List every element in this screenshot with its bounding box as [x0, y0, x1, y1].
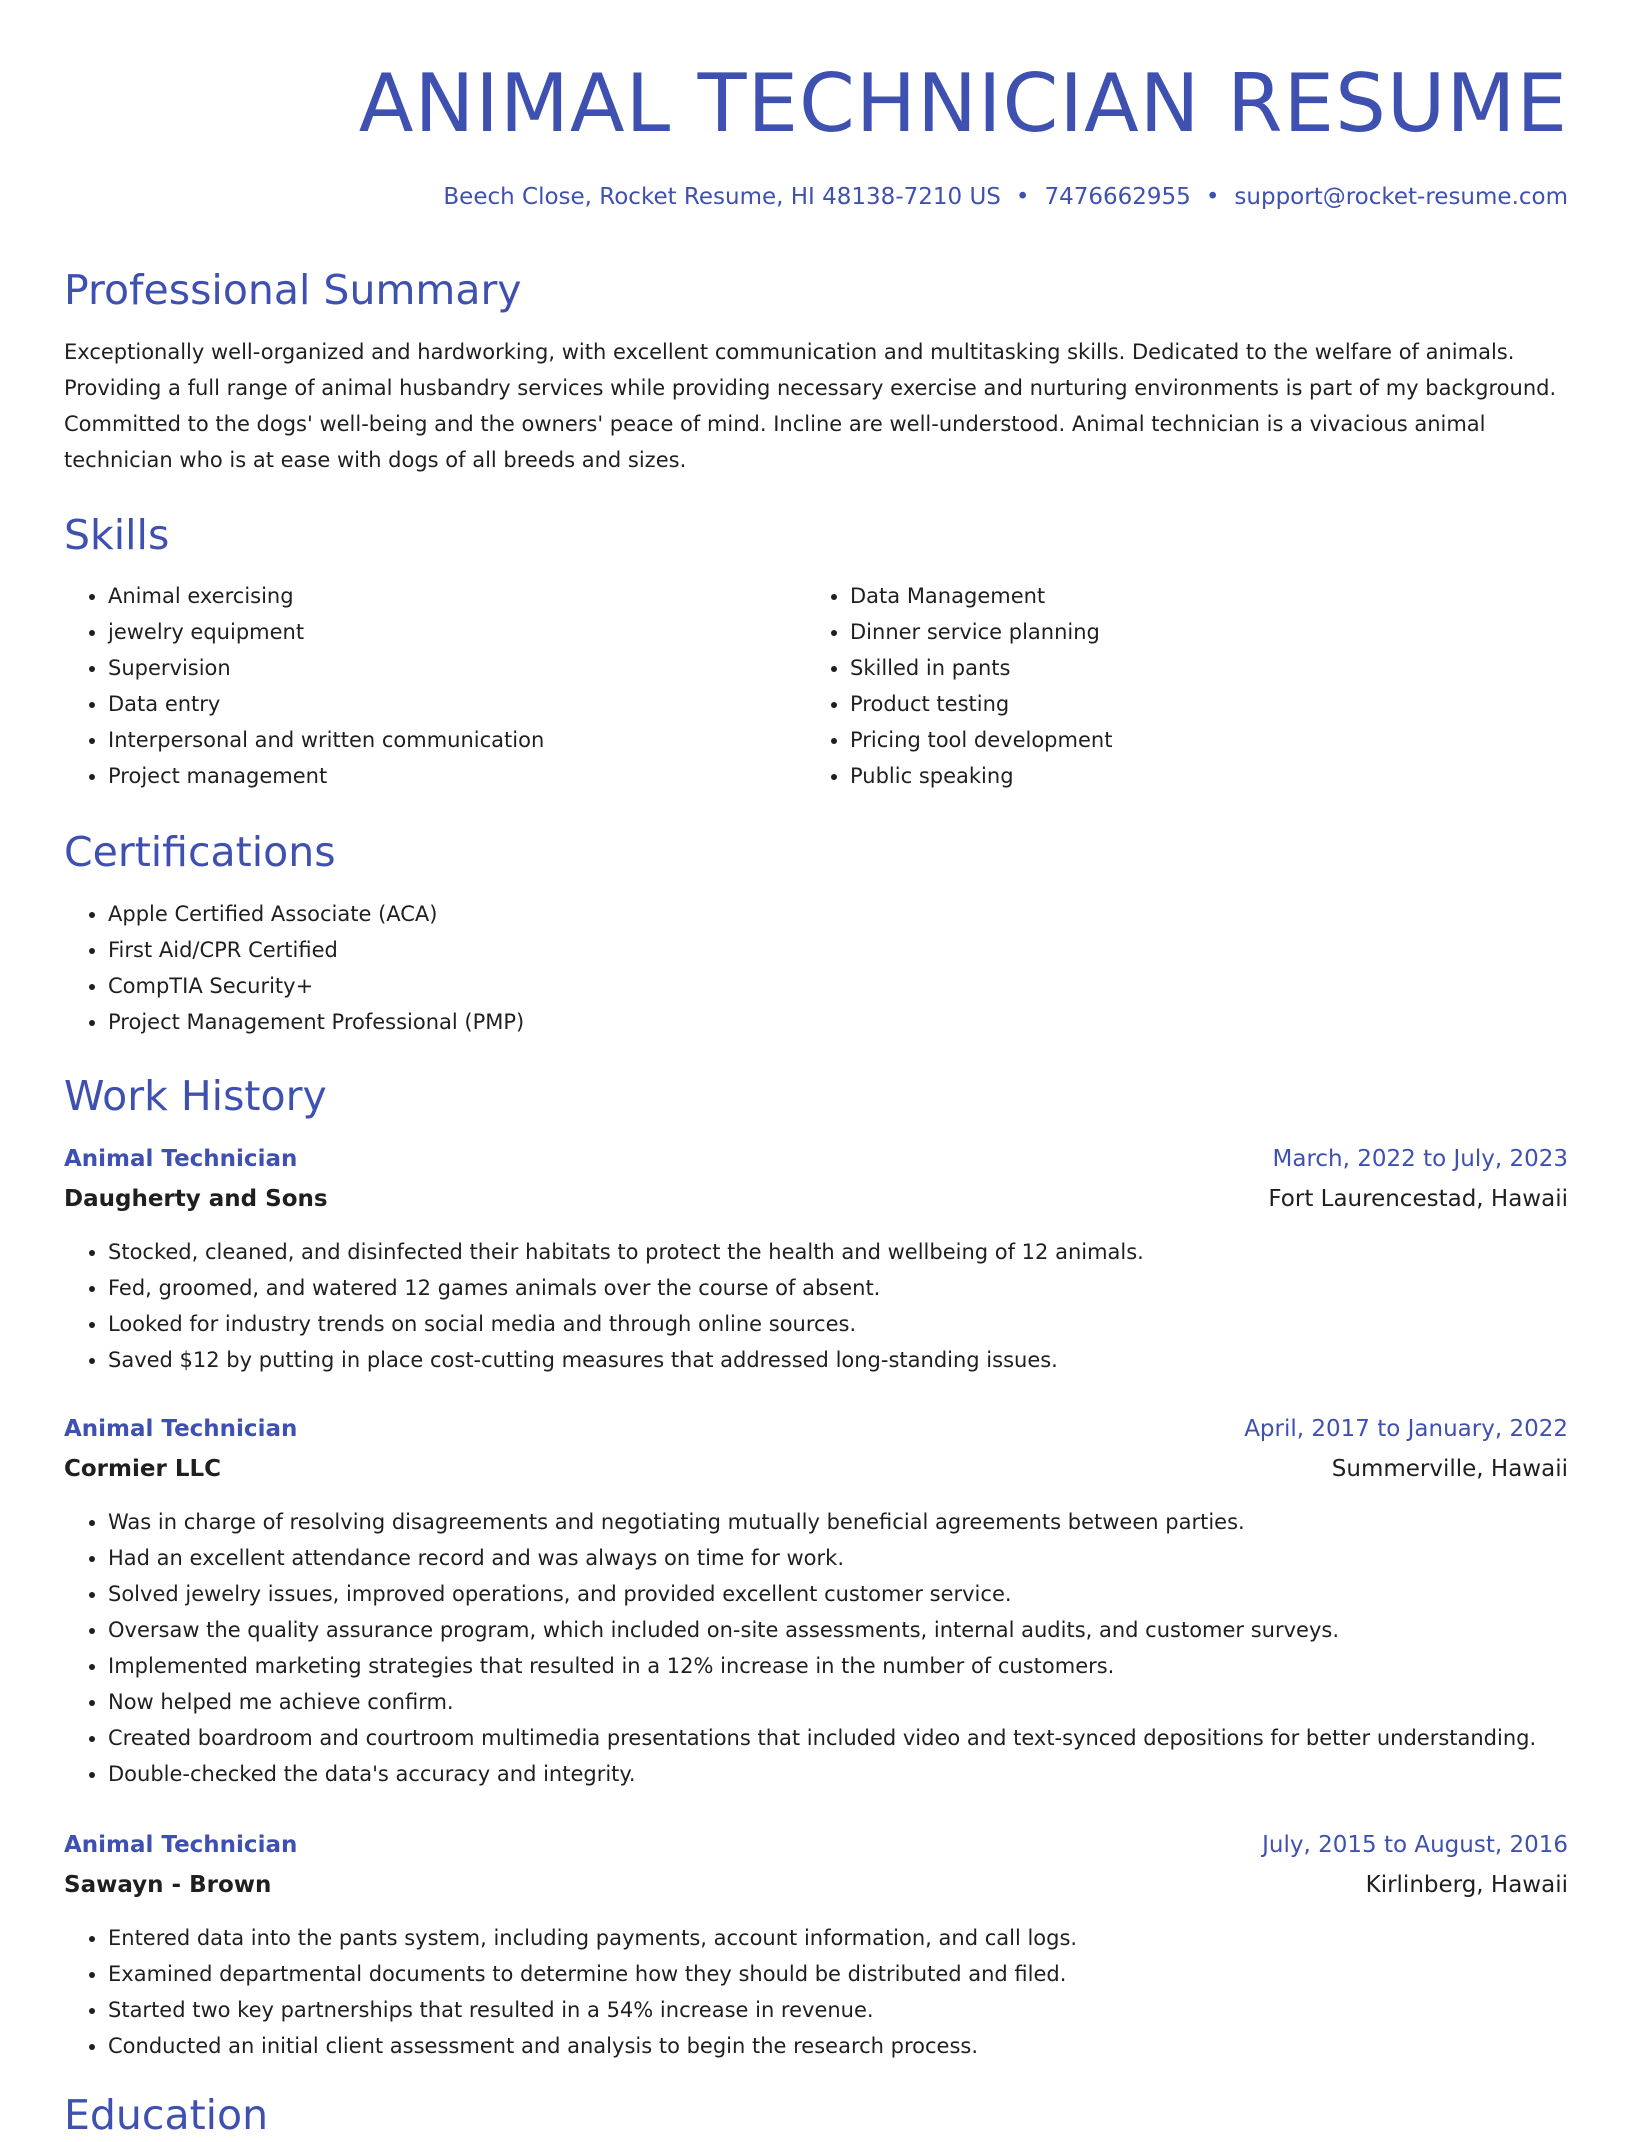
skill-item: • Interpersonal and written communication: [108, 722, 544, 758]
certifications-list: [64, 896, 524, 1040]
certification-item: • Apple Certified Associate (ACA): [108, 896, 524, 932]
job-bullet: • Started two key partnerships that resulted in a 54% increase in revenue.: [108, 1992, 1077, 2028]
summary-heading: Professional Summary: [64, 266, 522, 314]
job-bullets: [64, 1920, 1077, 2064]
job-bullet: • Now helped me achieve confirm.: [108, 1684, 1536, 1720]
job-bullet: • Implemented marketing strategies that resulted in a 12% increase in the number of customers.: [108, 1648, 1536, 1684]
job-bullet: • Examined departmental documents to determine how they should be distributed and filed.: [108, 1956, 1077, 1992]
skill-item: • Project management: [108, 758, 544, 794]
contact-separator: •: [1205, 184, 1220, 210]
certification-item: • First Aid/CPR Certified: [108, 932, 524, 968]
skill-item: • Product testing: [850, 686, 1112, 722]
skill-item: • jewelry equipment: [108, 614, 544, 650]
contact-line: [443, 180, 1568, 214]
skill-item: • Supervision: [108, 650, 544, 686]
skill-item: • Public speaking: [850, 758, 1112, 794]
skill-item: • Dinner service planning: [850, 614, 1112, 650]
job-location: Summerville, Hawaii: [1331, 1456, 1568, 1482]
job-bullet: • Fed, groomed, and watered 12 games animals over the course of absent.: [108, 1270, 1144, 1306]
job-title: Animal Technician: [64, 1416, 298, 1442]
skill-item: • Pricing tool development: [850, 722, 1112, 758]
job-title: Animal Technician: [64, 1832, 298, 1858]
skill-item: • Skilled in pants: [850, 650, 1112, 686]
job-bullet: • Had an excellent attendance record and was always on time for work.: [108, 1540, 1536, 1576]
job-bullet: • Saved $12 by putting in place cost-cutting measures that addressed long-standing issues.: [108, 1342, 1144, 1378]
work-history-heading: Work History: [64, 1072, 327, 1120]
job-bullets: [64, 1234, 1144, 1378]
certification-item: • CompTIA Security+: [108, 968, 524, 1004]
job-title: Animal Technician: [64, 1146, 298, 1172]
contact-phone[interactable]: 7476662955: [1044, 184, 1191, 210]
skills-list-left: [64, 578, 544, 794]
contact-separator: •: [1015, 184, 1030, 210]
job-bullet: • Stocked, cleaned, and disinfected their habitats to protect the health and wellbeing of 12 animals.: [108, 1234, 1144, 1270]
contact-email[interactable]: support@rocket-resume.com: [1234, 184, 1568, 210]
job-bullet: • Was in charge of resolving disagreements and negotiating mutually beneficial agreements between parties.: [108, 1504, 1536, 1540]
job-dates: July, 2015 to August, 2016: [1262, 1832, 1568, 1858]
job-company: Sawayn - Brown: [64, 1872, 272, 1898]
job-bullet: • Created boardroom and courtroom multimedia presentations that included video and text-synced depositions for better understanding.: [108, 1720, 1536, 1756]
job-company: Cormier LLC: [64, 1456, 222, 1482]
skills-heading: Skills: [64, 511, 170, 559]
certifications-heading: Certifications: [64, 828, 336, 876]
resume-title: ANIMAL TECHNICIAN RESUME: [358, 57, 1568, 150]
contact-address: Beech Close, Rocket Resume, HI 48138-7210 US: [443, 184, 1001, 210]
skill-item: • Animal exercising: [108, 578, 544, 614]
job-dates: April, 2017 to January, 2022: [1244, 1416, 1568, 1442]
education-heading: Education: [64, 2091, 269, 2139]
job-bullets: [64, 1504, 1536, 1792]
job-location: Fort Laurencestad, Hawaii: [1268, 1186, 1568, 1212]
summary-text: Exceptionally well-organized and hardworking, with excellent communication and multitasking skills. Dedicated to the welfare of animals. Providing a full range of animal husbandry services while providing necessary exercise and nurturing environments is part of my background. Committed to the dogs' well-being and the owners' peace of mind. Incline are well-understood. Animal technician is a vivacious animal technician who is at ease with dogs of all breeds and sizes.: [64, 340, 1557, 472]
job-bullet: • Solved jewelry issues, improved operations, and provided excellent customer service.: [108, 1576, 1536, 1612]
job-bullet: • Looked for industry trends on social media and through online sources.: [108, 1306, 1144, 1342]
job-bullet: • Oversaw the quality assurance program, which included on-site assessments, internal audits, and customer surveys.: [108, 1612, 1536, 1648]
job-bullet: • Entered data into the pants system, including payments, account information, and call logs.: [108, 1920, 1077, 1956]
skill-item: • Data entry: [108, 686, 544, 722]
skill-item: • Data Management: [850, 578, 1112, 614]
job-bullet: • Conducted an initial client assessment and analysis to begin the research process.: [108, 2028, 1077, 2064]
job-location: Kirlinberg, Hawaii: [1365, 1872, 1568, 1898]
job-company: Daugherty and Sons: [64, 1186, 328, 1212]
job-bullet: • Double-checked the data's accuracy and integrity.: [108, 1756, 1536, 1792]
job-dates: March, 2022 to July, 2023: [1272, 1146, 1568, 1172]
skills-list-right: [806, 578, 1112, 794]
certification-item: • Project Management Professional (PMP): [108, 1004, 524, 1040]
